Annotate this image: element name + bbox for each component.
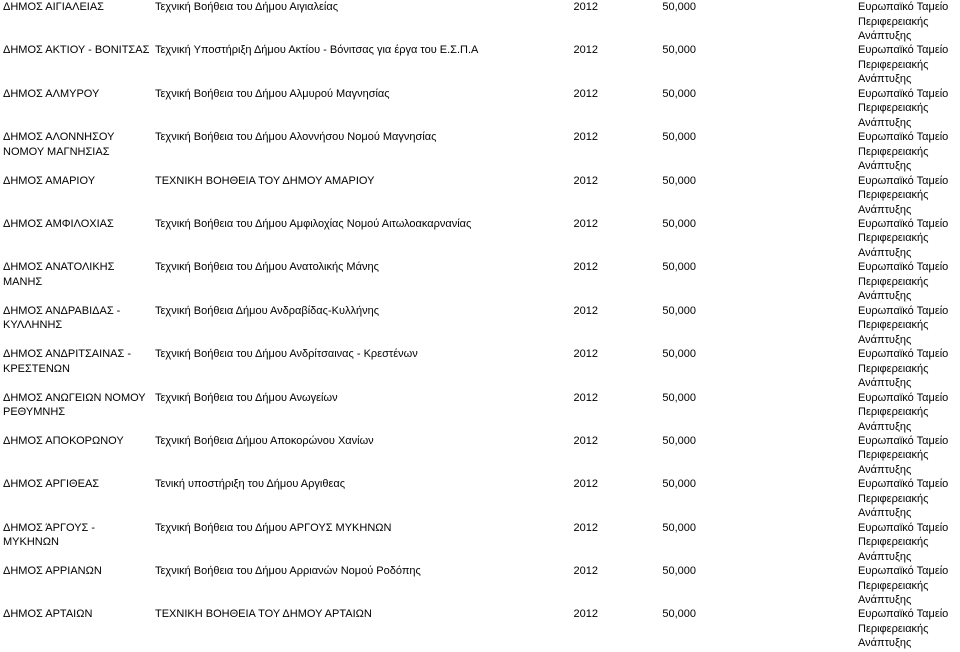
year-cell: 2012 <box>573 521 598 534</box>
table-row <box>0 87 960 130</box>
description-cell: Τεχνική Βοήθεια του Δήμου Αλμυρού Μαγνησίας <box>155 87 390 100</box>
table-row <box>0 477 960 520</box>
fund-cell <box>858 260 958 304</box>
table-row <box>0 43 960 86</box>
table-row <box>0 0 960 43</box>
year-cell: 2012 <box>573 391 598 404</box>
fund-line-1: Ευρωπαϊκό Ταμείο <box>858 87 949 100</box>
fund-line-3: Ανάπτυξης <box>858 160 912 173</box>
fund-line-2: Περιφερειακής <box>858 449 929 462</box>
year-cell: 2012 <box>573 304 598 317</box>
fund-line-1: Ευρωπαϊκό Ταμείο <box>858 304 949 317</box>
amount-cell: 50,000 <box>662 131 696 144</box>
amount-cell: 50,000 <box>662 608 696 621</box>
fund-line-2: Περιφερειακής <box>858 102 929 115</box>
year-cell: 2012 <box>573 217 598 230</box>
table-row <box>0 217 960 260</box>
fund-line-1: Ευρωπαϊκό Ταμείο <box>858 348 949 361</box>
fund-line-2: Περιφερειακής <box>858 319 929 332</box>
fund-line-1: Ευρωπαϊκό Ταμείο <box>858 391 949 404</box>
description-cell: Τεχνική Βοήθεια Δήμου Αποκορώνου Χανίων <box>155 434 374 447</box>
municipality-cell: ΔΗΜΟΣ ΆΡΓΟΥΣ - ΜΥΚΗΝΩΝ <box>3 521 96 549</box>
fund-line-1: Ευρωπαϊκό Ταμείο <box>858 44 949 57</box>
description-cell: Τεχνική Βοήθεια του Δήμου Ανωγείων <box>155 391 338 404</box>
municipality-cell: ΔΗΜΟΣ ΑΜΑΡΙΟΥ <box>3 174 96 187</box>
fund-line-1: Ευρωπαϊκό Ταμείο <box>858 608 949 621</box>
municipality-cell: ΔΗΜΟΣ ΑΝΑΤΟΛΙΚΗΣ ΜΑΝΗΣ <box>3 261 115 288</box>
description-cell: Τενική υποστήριξη του Δήμου Αργιθεας <box>155 478 346 491</box>
fund-line-2: Περιφερειακής <box>858 579 929 592</box>
table-row <box>0 130 960 173</box>
description-cell: Τεχνική Βοήθεια του Δήμου Ανατολικής Μάνης <box>155 261 379 274</box>
fund-cell <box>858 477 958 521</box>
year-cell: 2012 <box>573 261 598 274</box>
fund-line-3: Ανάπτυξης <box>858 377 912 390</box>
description-cell: Τεχνική Βοήθεια του Δήμου Αλοννήσου Νομού Μαγνησίας <box>155 131 437 144</box>
fund-line-1: Ευρωπαϊκό Ταμείο <box>858 1 949 13</box>
year-cell: 2012 <box>573 608 598 621</box>
year-cell: 2012 <box>573 174 598 187</box>
description-cell: Τεχνική Βοήθεια του Δήμου Ανδρίτσαινας - Κρεστένων <box>155 348 418 361</box>
fund-line-3: Ανάπτυξης <box>858 116 912 129</box>
fund-line-2: Περιφερειακής <box>858 362 929 375</box>
fund-cell <box>858 130 958 174</box>
description-cell: Τεχνική Βοήθεια του Δήμου ΑΡΓΟΥΣ ΜΥΚΗΝΩΝ <box>155 521 392 534</box>
description-cell: Τεχνική Υποστήριξη Δήμου Ακτίου - Βόνιτσας για έργα του Ε.Σ.Π.Α <box>155 44 479 57</box>
amount-cell: 50,000 <box>662 174 696 187</box>
fund-line-2: Περιφερειακής <box>858 406 929 419</box>
municipality-cell: ΔΗΜΟΣ ΑΝΔΡΙΤΣΑΙΝΑΣ - ΚΡΕΣΤΕΝΩΝ <box>3 348 131 375</box>
fund-line-2: Περιφερειακής <box>858 232 929 245</box>
description-cell: ΤΕΧΝΙΚΗ ΒΟΗΘΕΙΑ ΤΟΥ ΔΗΜΟΥ ΑΡΤΑΙΩΝ <box>155 608 372 621</box>
municipality-cell: ΔΗΜΟΣ ΑΡΡΙΑΝΩΝ <box>3 565 102 578</box>
municipality-cell: ΔΗΜΟΣ ΑΝΔΡΑΒΙΔΑΣ - ΚΥΛΛΗΝΗΣ <box>3 304 121 332</box>
municipality-cell: ΔΗΜΟΣ ΑΜΦΙΛΟΧΙΑΣ <box>3 217 114 230</box>
municipality-cell: ΔΗΜΟΣ ΑΝΩΓΕΙΩΝ ΝΟΜΟΥ ΡΕΘΥΜΝΗΣ <box>3 391 146 419</box>
municipality-cell: ΔΗΜΟΣ ΑΛΜΥΡΟΥ <box>3 87 100 100</box>
fund-line-3: Ανάπτυξης <box>858 507 912 520</box>
fund-line-3: Ανάπτυξης <box>858 290 912 303</box>
table-row <box>0 347 960 390</box>
amount-cell: 50,000 <box>662 521 696 534</box>
fund-cell <box>858 217 958 261</box>
year-cell: 2012 <box>573 565 598 578</box>
table-row <box>0 260 960 303</box>
fund-cell <box>858 521 958 565</box>
fund-cell <box>858 304 958 348</box>
description-cell: Τεχνική Βοήθεια του Δήμου Αρριανών Νομού Ροδόπης <box>155 565 421 578</box>
description-cell: ΤΕΧΝΙΚΗ ΒΟΗΘΕΙΑ ΤΟΥ ΔΗΜΟΥ ΑΜΑΡΙΟΥ <box>155 174 375 187</box>
table-row <box>0 304 960 347</box>
fund-line-3: Ανάπτυξης <box>858 333 912 346</box>
fund-line-3: Ανάπτυξης <box>858 637 912 650</box>
fund-line-2: Περιφερειακής <box>858 536 929 549</box>
fund-line-1: Ευρωπαϊκό Ταμείο <box>858 434 949 447</box>
municipality-cell: ΔΗΜΟΣ ΑΠΟΚΟΡΩΝΟΥ <box>3 434 124 447</box>
year-cell: 2012 <box>573 44 598 57</box>
fund-line-1: Ευρωπαϊκό Ταμείο <box>858 131 949 144</box>
fund-line-3: Ανάπτυξης <box>858 463 912 476</box>
amount-cell: 50,000 <box>662 391 696 404</box>
fund-line-3: Ανάπτυξης <box>858 420 912 433</box>
fund-cell <box>858 564 958 608</box>
fund-line-3: Ανάπτυξης <box>858 30 912 42</box>
amount-cell: 50,000 <box>662 1 696 13</box>
year-cell: 2012 <box>573 87 598 100</box>
fund-line-2: Περιφερειακής <box>858 275 929 288</box>
fund-line-1: Ευρωπαϊκό Ταμείο <box>858 261 949 274</box>
year-cell: 2012 <box>573 434 598 447</box>
fund-line-1: Ευρωπαϊκό Ταμείο <box>858 174 949 187</box>
fund-line-3: Ανάπτυξης <box>858 550 912 563</box>
fund-line-1: Ευρωπαϊκό Ταμείο <box>858 478 949 491</box>
description-cell: Τεχνική Βοήθεια του Δήμου Αμφιλοχίας Νομού Αιτωλοακαρνανίας <box>155 217 472 230</box>
table-row <box>0 434 960 477</box>
fund-line-2: Περιφερειακής <box>858 622 929 635</box>
table-row <box>0 564 960 607</box>
fund-line-2: Περιφερειακής <box>858 145 929 158</box>
amount-cell: 50,000 <box>662 217 696 230</box>
fund-line-2: Περιφερειακής <box>858 492 929 505</box>
amount-cell: 50,000 <box>662 478 696 491</box>
amount-cell: 50,000 <box>662 304 696 317</box>
municipality-cell: ΔΗΜΟΣ ΑΛΟΝΝΗΣΟΥ ΝΟΜΟΥ ΜΑΓΝΗΣΙΑΣ <box>3 131 115 158</box>
year-cell: 2012 <box>573 478 598 491</box>
table-row <box>0 174 960 217</box>
fund-line-1: Ευρωπαϊκό Ταμείο <box>858 565 949 578</box>
table-row <box>0 521 960 564</box>
fund-cell <box>858 347 958 391</box>
fund-cell <box>858 607 958 651</box>
description-cell: Τεχνική Βοήθεια Δήμου Ανδραβίδας-Κυλλήνης <box>155 304 380 317</box>
fund-cell <box>858 434 958 478</box>
table-row <box>0 391 960 434</box>
fund-cell <box>858 43 958 87</box>
fund-line-2: Περιφερειακής <box>858 15 929 28</box>
fund-line-3: Ανάπτυξης <box>858 594 912 607</box>
year-cell: 2012 <box>573 1 598 13</box>
fund-line-3: Ανάπτυξης <box>858 73 912 86</box>
fund-line-1: Ευρωπαϊκό Ταμείο <box>858 521 949 534</box>
municipality-cell: ΔΗΜΟΣ ΑΡΓΙΘΕΑΣ <box>3 478 100 491</box>
year-cell: 2012 <box>573 131 598 144</box>
fund-line-3: Ανάπτυξης <box>858 203 912 216</box>
fund-cell <box>858 391 958 435</box>
fund-cell <box>858 87 958 131</box>
amount-cell: 50,000 <box>662 44 696 57</box>
table-row <box>0 607 960 650</box>
description-cell: Τεχνική Βοήθεια του Δήμου Αιγιαλείας <box>155 1 339 13</box>
municipality-cell: ΔΗΜΟΣ ΑΚΤΙΟΥ - ΒΟΝΙΤΣΑΣ <box>3 44 150 57</box>
amount-cell: 50,000 <box>662 565 696 578</box>
fund-cell <box>858 174 958 218</box>
amount-cell: 50,000 <box>662 261 696 274</box>
fund-line-1: Ευρωπαϊκό Ταμείο <box>858 217 949 230</box>
fund-cell <box>858 0 958 44</box>
fund-line-2: Περιφερειακής <box>858 189 929 202</box>
year-cell: 2012 <box>573 348 598 361</box>
amount-cell: 50,000 <box>662 434 696 447</box>
amount-cell: 50,000 <box>662 348 696 361</box>
amount-cell: 50,000 <box>662 87 696 100</box>
fund-line-3: Ανάπτυξης <box>858 246 912 259</box>
municipality-cell: ΔΗΜΟΣ ΑΡΤΑΙΩΝ <box>3 608 93 621</box>
fund-line-2: Περιφερειακής <box>858 58 929 71</box>
municipality-cell: ΔΗΜΟΣ ΑΙΓΙΑΛΕΙΑΣ <box>3 1 104 13</box>
